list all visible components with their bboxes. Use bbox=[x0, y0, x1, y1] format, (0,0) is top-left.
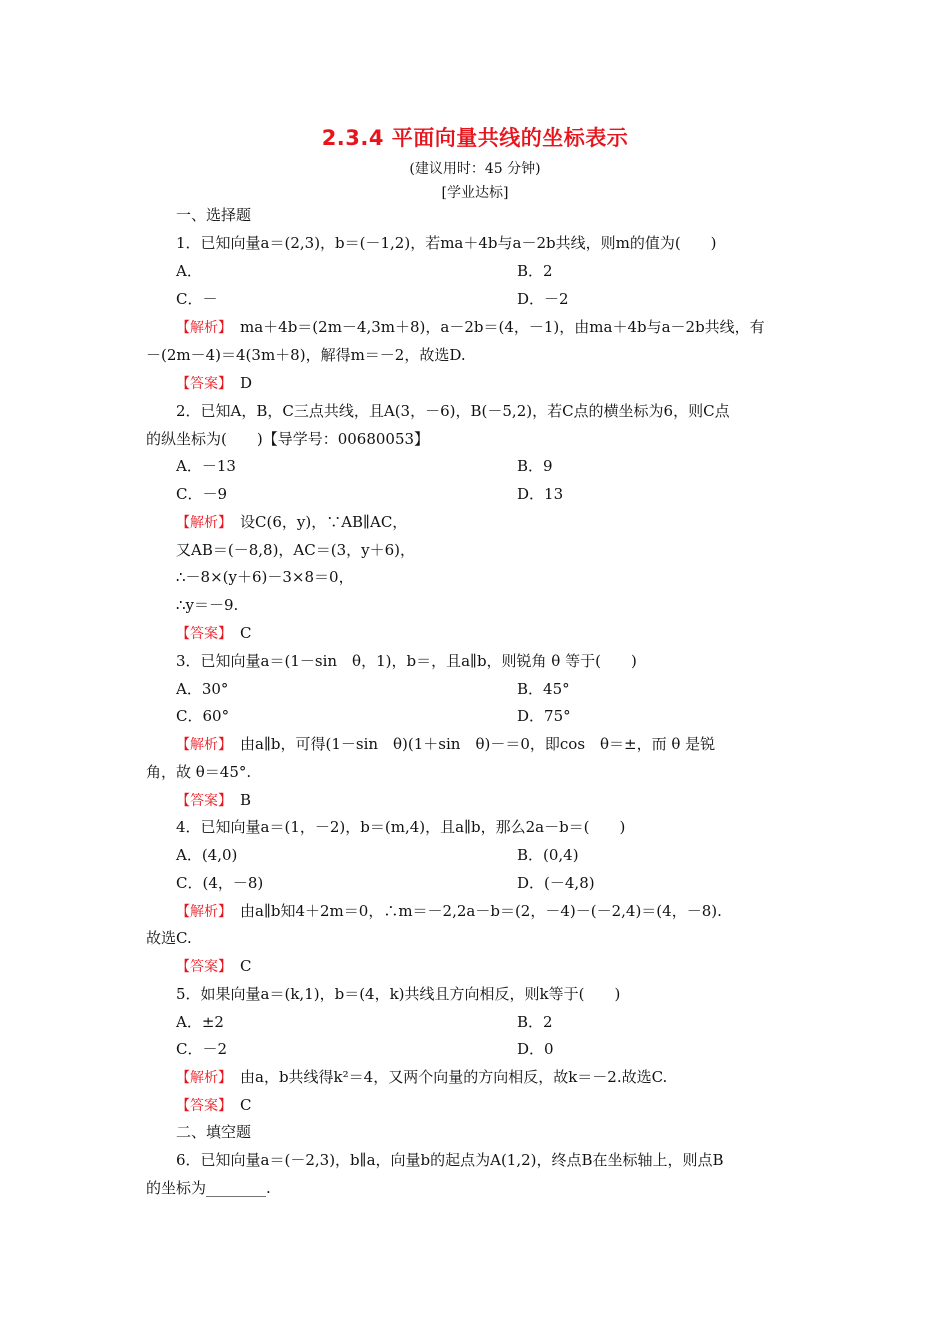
analysis-text: ∴y＝－9. bbox=[176, 596, 239, 614]
option-a: A．－13 bbox=[176, 457, 236, 475]
analysis-text: 由a∥b知4＋2m＝0，∴m＝－2,2a－b＝(2，－4)－(－2,4)＝(4，－8). bbox=[225, 902, 722, 920]
option-a: A．±2 bbox=[176, 1013, 224, 1031]
analysis-label: 【解析】 bbox=[176, 737, 225, 753]
analysis-text: 由a，b共线得k²＝4，又两个向量的方向相反，故k＝－2.故选C. bbox=[225, 1068, 668, 1086]
analysis-label: 【解析】 bbox=[176, 515, 225, 531]
answer-line bbox=[176, 623, 251, 644]
part-heading: 二、填空题 bbox=[176, 1123, 252, 1141]
page-title: 2.3.4 平面向量共线的坐标表示 bbox=[321, 126, 629, 150]
analysis-line bbox=[176, 1067, 667, 1088]
question-stem: 2．已知A，B，C三点共线，且A(3，－6)，B(－5,2)，若C点的横坐标为6，则C点 bbox=[176, 402, 730, 420]
answer-value: C bbox=[225, 624, 252, 642]
answer-label: 【答案】 bbox=[176, 626, 225, 642]
answer-value: B bbox=[225, 791, 252, 809]
analysis-text: －(2m－4)＝4(3m＋8)，解得m＝－2，故选D. bbox=[146, 346, 466, 364]
analysis-text: 故选C. bbox=[146, 929, 192, 947]
answer-line bbox=[176, 373, 252, 394]
answer-label: 【答案】 bbox=[176, 1098, 225, 1114]
answer-line bbox=[176, 956, 251, 977]
analysis-text: 角，故 θ＝45°. bbox=[146, 763, 252, 781]
answer-line bbox=[176, 1095, 251, 1116]
option-d: D．75° bbox=[517, 707, 571, 725]
answer-line bbox=[176, 790, 251, 811]
question-stem: 5．如果向量a＝(k,1)，b＝(4，k)共线且方向相反，则k等于( ) bbox=[176, 985, 621, 1003]
option-a: A．30° bbox=[176, 680, 229, 698]
section-tag: [学业达标] bbox=[441, 185, 509, 201]
analysis-text: 又AB＝(－8,8)，AC＝(3，y＋6)， bbox=[176, 541, 415, 559]
analysis-text: 由a∥b，可得(1－sin θ)(1＋sin θ)－＝0，即cos θ＝±，而 θ 是锐 bbox=[225, 735, 716, 753]
option-b: B．(0,4) bbox=[517, 846, 579, 864]
option-c: C．－9 bbox=[176, 485, 228, 503]
option-b: B．2 bbox=[517, 1013, 553, 1031]
answer-value: D bbox=[225, 374, 253, 392]
option-d: D．－2 bbox=[517, 290, 569, 308]
analysis-line bbox=[176, 901, 722, 922]
part-heading: 一、选择题 bbox=[176, 206, 252, 224]
question-stem: 1．已知向量a＝(2,3)，b＝(－1,2)，若ma＋4b与a－2b共线，则m的值为( ) bbox=[176, 234, 717, 252]
answer-label: 【答案】 bbox=[176, 793, 225, 809]
analysis-label: 【解析】 bbox=[176, 320, 225, 336]
time-suggestion: (建议用时：45 分钟) bbox=[409, 161, 541, 177]
option-c: C．60° bbox=[176, 707, 230, 725]
option-b: B．9 bbox=[517, 457, 553, 475]
analysis-line bbox=[176, 734, 715, 755]
question-stem: 3．已知向量a＝(1－sin θ，1)，b＝，且a∥b，则锐角 θ 等于( ) bbox=[176, 652, 637, 670]
option-c: C．(4，－8) bbox=[176, 874, 264, 892]
option-c: C．－ bbox=[176, 290, 218, 308]
question-stem: 的纵坐标为( )【导学号：00680053】 bbox=[146, 430, 430, 448]
answer-label: 【答案】 bbox=[176, 376, 225, 392]
analysis-line bbox=[176, 317, 765, 338]
option-b: B．2 bbox=[517, 262, 553, 280]
analysis-text: 设C(6，y)，∵AB∥AC， bbox=[225, 513, 408, 531]
analysis-label: 【解析】 bbox=[176, 1070, 225, 1086]
analysis-text: ∴－8×(y＋6)－3×8＝0， bbox=[176, 568, 354, 586]
question-stem: 6．已知向量a＝(－2,3)，b∥a，向量b的起点为A(1,2)，终点B在坐标轴上，则点B bbox=[176, 1151, 724, 1169]
answer-value: C bbox=[225, 1096, 252, 1114]
option-d: D．13 bbox=[517, 485, 564, 503]
option-d: D．0 bbox=[517, 1040, 554, 1058]
question-stem: 的坐标为________. bbox=[146, 1179, 271, 1197]
option-d: D．(－4,8) bbox=[517, 874, 595, 892]
answer-label: 【答案】 bbox=[176, 959, 225, 975]
option-a: A． bbox=[176, 262, 202, 280]
analysis-text: ma＋4b＝(2m－4,3m＋8)，a－2b＝(4，－1)，由ma＋4b与a－2b共线，有 bbox=[225, 318, 765, 336]
answer-value: C bbox=[225, 957, 252, 975]
option-c: C．－2 bbox=[176, 1040, 228, 1058]
question-stem: 4．已知向量a＝(1，－2)，b＝(m,4)，且a∥b，那么2a－b＝( ) bbox=[176, 818, 626, 836]
option-a: A．(4,0) bbox=[176, 846, 238, 864]
analysis-label: 【解析】 bbox=[176, 904, 225, 920]
option-b: B．45° bbox=[517, 680, 570, 698]
analysis-line bbox=[176, 512, 407, 533]
